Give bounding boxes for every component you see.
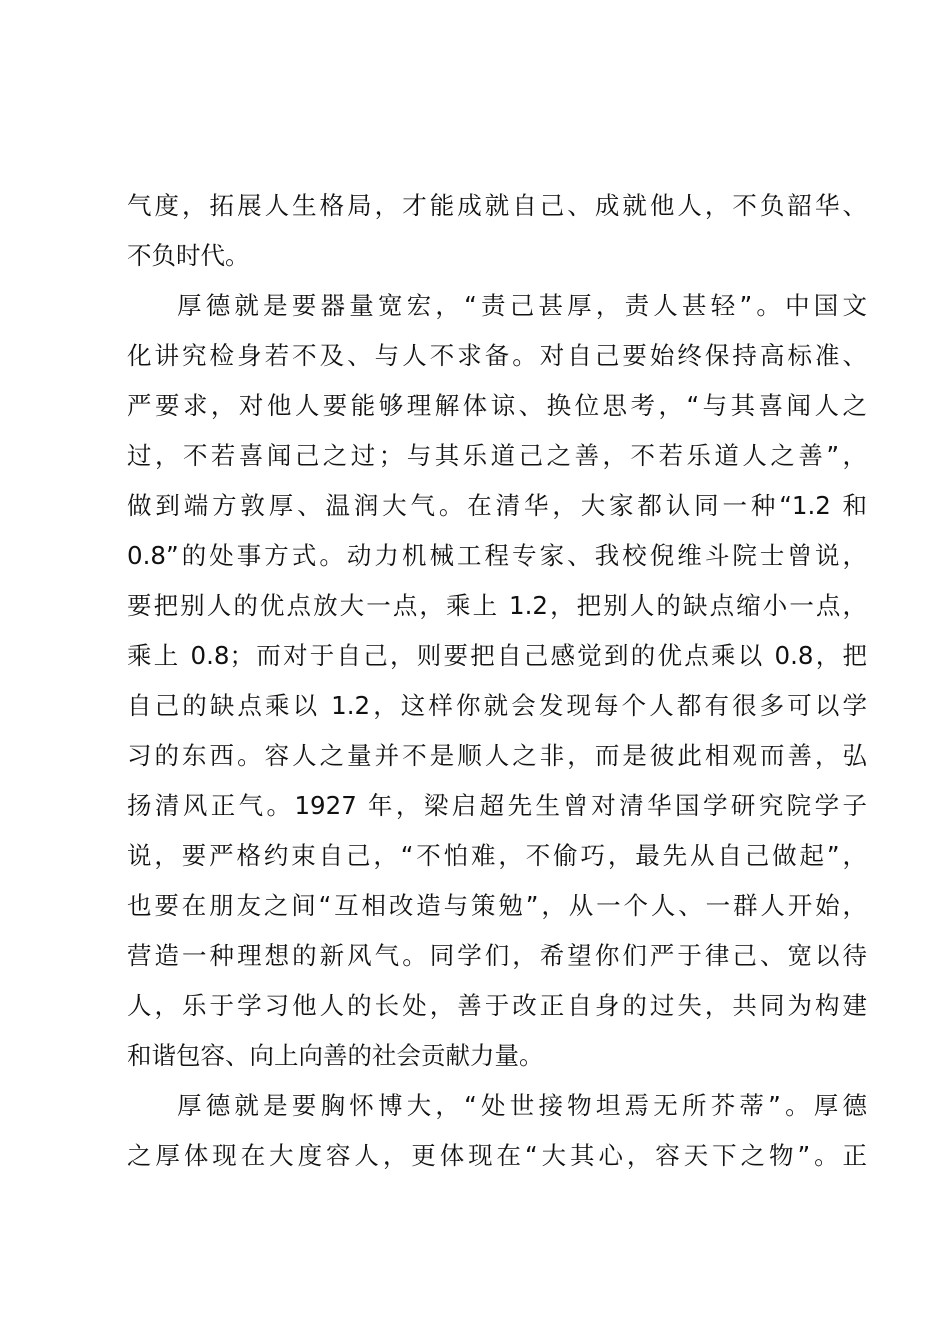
text-line: 要把别人的优点放大一点，乘上 1.2，把别人的缺点缩小一点， [127, 591, 867, 620]
text-line: 0.8”的处事方式。动力机械工程专家、我校倪维斗院士曾说， [127, 541, 867, 570]
paragraph-first-line: 厚德就是要器量宽宏，“责己甚厚，责人甚轻”。中国文 [177, 291, 867, 320]
text-line: 之厚体现在大度容人，更体现在“大其心，容天下之物”。正 [127, 1141, 867, 1170]
text-line: 过，不若喜闻己之过；与其乐道己之善，不若乐道人之善”， [127, 441, 867, 470]
body-text [127, 181, 867, 1181]
text-line: 人，乐于学习他人的长处，善于改正自身的过失，共同为构建 [127, 991, 867, 1020]
text-line: 营造一种理想的新风气。同学们，希望你们严于律己、宽以待 [127, 941, 867, 970]
text-line: 说，要严格约束自己，“不怕难，不偷巧，最先从自己做起”， [127, 841, 867, 870]
text-line: 不负时代。 [127, 241, 250, 270]
text-line: 习的东西。容人之量并不是顺人之非，而是彼此相观而善，弘 [127, 741, 867, 770]
text-line: 气度，拓展人生格局，才能成就自己、成就他人，不负韶华、 [127, 191, 867, 220]
text-line: 也要在朋友之间“互相改造与策勉”，从一个人、一群人开始， [127, 891, 867, 920]
text-line: 做到端方敦厚、温润大气。在清华，大家都认同一种“1.2 和 [127, 491, 867, 520]
text-line: 扬清风正气。1927 年，梁启超先生曾对清华国学研究院学子 [127, 791, 867, 820]
text-line: 自己的缺点乘以 1.2，这样你就会发现每个人都有很多可以学 [127, 691, 867, 720]
text-line: 严要求，对他人要能够理解体谅、换位思考，“与其喜闻人之 [127, 391, 867, 420]
paragraph-first-line: 厚德就是要胸怀博大，“处世接物坦焉无所芥蒂”。厚德 [177, 1091, 867, 1120]
text-line: 化讲究检身若不及、与人不求备。对自己要始终保持高标准、 [127, 341, 867, 370]
text-line: 和谐包容、向上向善的社会贡献力量。 [127, 1041, 544, 1070]
text-line: 乘上 0.8；而对于自己，则要把自己感觉到的优点乘以 0.8，把 [127, 641, 867, 670]
